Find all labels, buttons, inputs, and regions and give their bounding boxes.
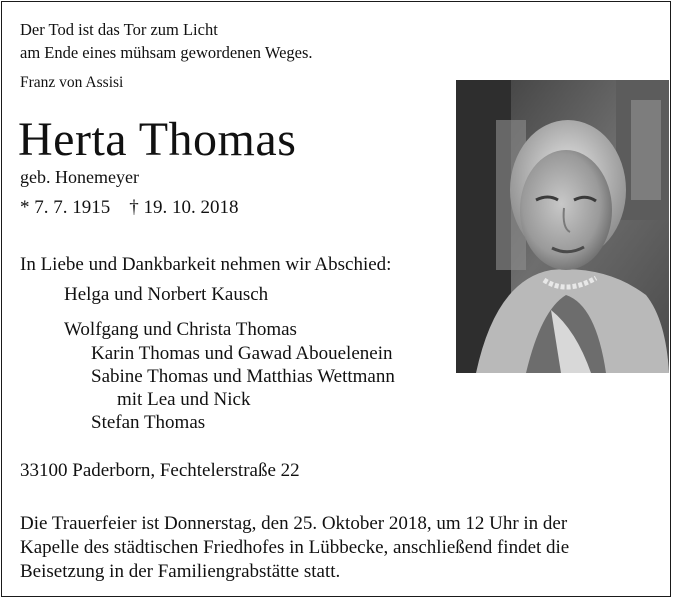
mourner-line: Helga und Norbert Kausch xyxy=(64,284,269,305)
deceased-name: Herta Thomas xyxy=(18,113,297,166)
mourner-line: Stefan Thomas xyxy=(91,412,206,433)
mourner-line: Sabine Thomas und Matthias Wettmann xyxy=(91,366,395,387)
service-line-3: Beisetzung in der Familiengrabstätte statt. xyxy=(20,561,341,582)
mourner-line: Wolfgang und Christa Thomas xyxy=(64,319,297,340)
mourner-line: Karin Thomas und Gawad Abouelenein xyxy=(91,343,393,364)
life-dates: * 7. 7. 1915 † 19. 10. 2018 xyxy=(20,197,239,218)
mourner-line: mit Lea und Nick xyxy=(117,389,251,410)
farewell-intro: In Liebe und Dankbarkeit nehmen wir Abschied: xyxy=(20,254,392,275)
portrait-image xyxy=(456,80,669,373)
quote-author: Franz von Assisi xyxy=(20,74,124,91)
service-line-2: Kapelle des städtischen Friedhofes in Lübbecke, anschließend findet die xyxy=(20,537,570,558)
address: 33100 Paderborn, Fechtelerstraße 22 xyxy=(20,460,300,481)
service-line-1: Die Trauerfeier ist Donnerstag, den 25. Oktober 2018, um 12 Uhr in der xyxy=(20,513,568,534)
quote-line-1: Der Tod ist das Tor zum Licht xyxy=(20,20,218,39)
quote-line-2: am Ende eines mühsam gewordenen Weges. xyxy=(20,43,313,62)
portrait-photo xyxy=(456,80,669,373)
maiden-name: geb. Honemeyer xyxy=(20,167,139,187)
